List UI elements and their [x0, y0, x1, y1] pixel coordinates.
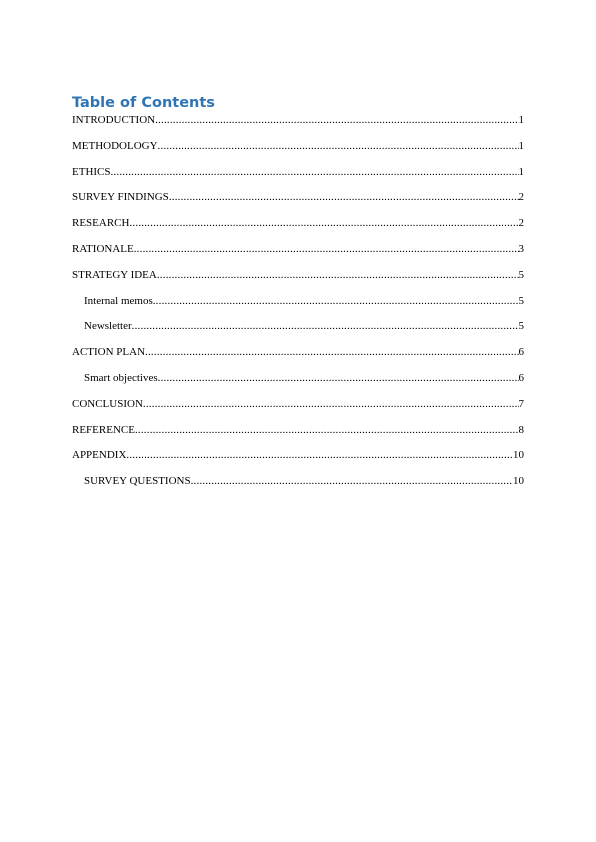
toc-entry-label: INTRODUCTION	[72, 114, 156, 126]
toc-entry[interactable]	[72, 397, 524, 423]
toc-entry-page-number: 1	[518, 114, 524, 126]
toc-entry-label: APPENDIX	[72, 449, 127, 462]
toc-entry[interactable]	[72, 242, 524, 268]
toc-dot-leader	[169, 190, 519, 204]
toc-entry[interactable]	[72, 345, 524, 371]
toc-entry[interactable]	[72, 371, 524, 397]
toc-entry-label: RESEARCH	[72, 217, 130, 230]
toc-entry-label: ETHICS	[72, 165, 111, 178]
document-page	[72, 94, 524, 500]
toc-dot-leader	[155, 113, 518, 127]
toc-entry[interactable]	[72, 165, 524, 191]
toc-entry[interactable]	[72, 139, 524, 165]
toc-dot-leader	[132, 319, 519, 333]
toc-entry-label: REFERENCE	[72, 423, 135, 436]
toc-dot-leader	[157, 268, 519, 282]
toc-entry-label: ACTION PLAN	[72, 346, 146, 359]
toc-list	[72, 113, 524, 500]
toc-entry[interactable]	[72, 294, 524, 320]
toc-entry-page-number: 7	[518, 397, 524, 410]
toc-entry-label: Internal memos	[84, 294, 153, 307]
toc-dot-leader	[143, 397, 519, 411]
toc-dot-leader	[158, 371, 519, 385]
toc-entry[interactable]	[72, 216, 524, 242]
toc-entry-page-number: 3	[518, 242, 524, 255]
toc-entry-page-number: 10	[513, 475, 524, 488]
toc-dot-leader	[191, 474, 513, 488]
toc-entry-page-number: 8	[518, 423, 524, 436]
toc-title: Table of Contents	[72, 95, 215, 111]
toc-entry-page-number: 5	[518, 294, 524, 307]
toc-entry-label: STRATEGY IDEA	[72, 268, 157, 281]
toc-entry-page-number: 2	[518, 217, 524, 230]
toc-entry-page-number: 1	[518, 165, 524, 178]
toc-dot-leader	[135, 423, 519, 437]
toc-entry[interactable]	[72, 319, 524, 345]
toc-entry-label: Newsletter	[84, 320, 132, 333]
toc-entry-label: SURVEY FINDINGS	[72, 191, 169, 204]
toc-entry[interactable]	[72, 423, 524, 449]
toc-entry-page-number: 6	[518, 346, 524, 359]
toc-entry-label: SURVEY QUESTIONS	[84, 475, 191, 488]
toc-entry-label: RATIONALE	[72, 242, 134, 255]
toc-dot-leader	[153, 294, 519, 308]
toc-entry-label: METHODOLOGY	[72, 139, 158, 152]
toc-dot-leader	[129, 216, 518, 230]
toc-dot-leader	[158, 139, 519, 153]
toc-dot-leader	[126, 448, 513, 462]
toc-entry-page-number: 10	[513, 449, 524, 462]
toc-dot-leader	[111, 165, 519, 179]
toc-entry-label: CONCLUSION	[72, 397, 143, 410]
toc-entry-page-number: 6	[518, 371, 524, 384]
toc-entry-label: Smart objectives	[84, 371, 158, 384]
toc-dot-leader	[134, 242, 519, 256]
toc-entry-page-number: 5	[518, 320, 524, 333]
toc-entry[interactable]	[72, 448, 524, 474]
toc-dot-leader	[145, 345, 518, 359]
toc-entry-page-number: 5	[518, 268, 524, 281]
toc-entry-page-number: 1	[518, 139, 524, 152]
toc-entry[interactable]	[72, 190, 524, 216]
toc-entry[interactable]	[72, 268, 524, 294]
toc-entry-page-number: 2	[518, 191, 524, 204]
toc-entry[interactable]	[72, 474, 524, 500]
toc-entry[interactable]	[72, 113, 524, 139]
